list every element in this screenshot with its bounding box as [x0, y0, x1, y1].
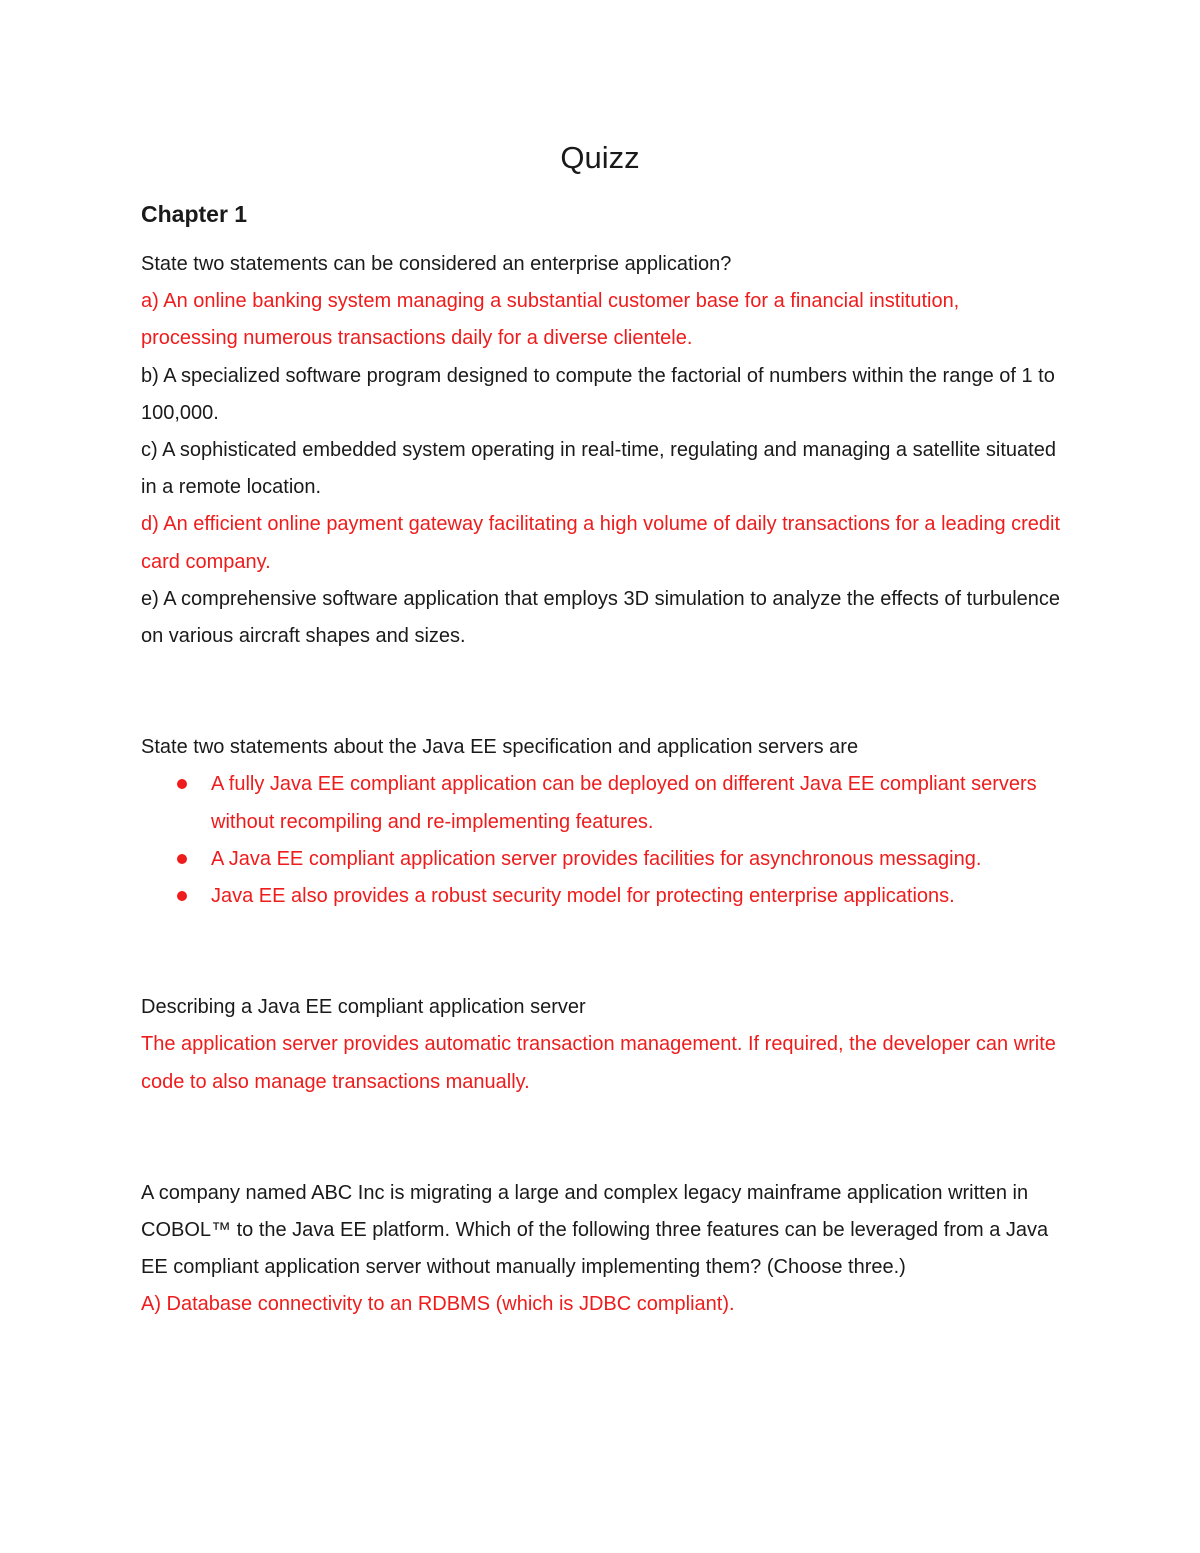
question-prompt: State two statements can be considered an enterprise application?: [141, 253, 732, 275]
question-prompt: Describing a Java EE compliant application server: [141, 996, 586, 1019]
bullet-text: A Java EE compliant application server provides facilities for asynchronous messaging.: [211, 847, 982, 870]
spacer: [141, 655, 1061, 729]
bullet-icon: [177, 891, 187, 901]
question-2: [141, 729, 1061, 915]
list-item: [211, 878, 1061, 915]
question-prompt: A company named ABC Inc is migrating a large and complex legacy mainframe application written in COBOL™ to the Java EE platform. Which of the following three features can be leveraged from a Java EE compliant application server without manually implementing them? (Choose three.): [141, 1181, 1049, 1279]
question-1: [141, 246, 1061, 655]
answer-option-d: d) An efficient online payment gateway facilitating a high volume of daily transactions for a leading credit card company.: [141, 513, 1061, 573]
bullet-text: Java EE also provides a robust security model for protecting enterprise applications.: [211, 885, 955, 908]
answer-option-e: e) A comprehensive software application that employs 3D simulation to analyze the effects of turbulence on various aircraft shapes and sizes.: [141, 587, 1061, 648]
question-3: [141, 989, 1061, 1101]
chapter-heading: Chapter 1: [141, 201, 248, 227]
document-body: [141, 196, 1061, 1324]
page-title: Quizz: [560, 140, 640, 175]
answer-option-b: b) A specialized software program designed to compute the factorial of numbers within the range of 1 to 100,000.: [141, 364, 1055, 424]
answer-text: The application server provides automatic transaction management. If required, the developer can write code to also manage transactions manually.: [141, 1033, 1056, 1093]
answer-text: A) Database connectivity to an RDBMS (which is JDBC compliant).: [141, 1293, 735, 1316]
answer-bullet-list: [141, 766, 1061, 915]
bullet-icon: [177, 854, 187, 864]
spacer: [141, 915, 1061, 989]
bullet-text: A fully Java EE compliant application can be deployed on different Java EE compliant servers without recompiling and re-implementing features.: [211, 773, 1037, 833]
question-prompt: State two statements about the Java EE specification and application servers are: [141, 736, 859, 759]
question-4: [141, 1175, 1061, 1324]
bullet-icon: [177, 779, 187, 789]
list-item: [211, 841, 1061, 878]
answer-option-c: c) A sophisticated embedded system operating in real-time, regulating and managing a satellite situated in a remote location.: [141, 439, 1056, 499]
list-item: [211, 766, 1061, 840]
answer-option-a: a) An online banking system managing a substantial customer base for a financial institution, processing numerous transactions daily for a diverse clientele.: [141, 290, 960, 350]
spacer: [141, 1101, 1061, 1175]
